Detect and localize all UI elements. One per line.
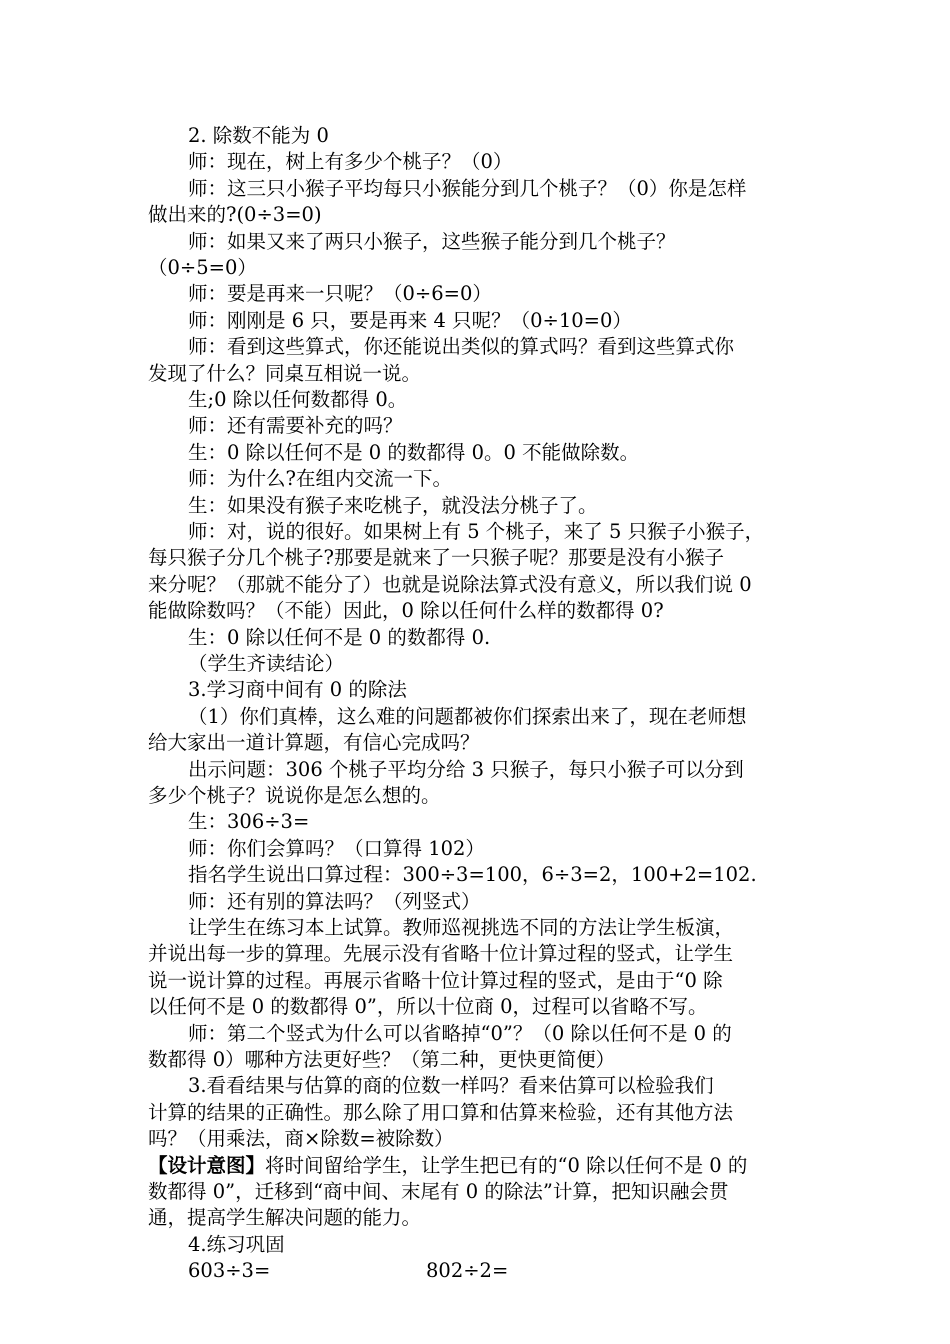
- line-text: 来分呢？（那就不能分了）也就是说除法算式没有意义，所以我们说 0: [148, 572, 752, 596]
- line-text: 4.练习巩固: [188, 1232, 285, 1256]
- line-text: 师：对，说的很好。如果树上有 5 个桃子，来了 5 只猴子小猴子，: [188, 520, 765, 543]
- text-line: [148, 599, 664, 623]
- line-text: 将时间留给学生，让学生把已有的“0 除以任何不是 0 的: [265, 1153, 748, 1177]
- text-line: [188, 309, 632, 333]
- line-text: 给大家出一道计算题，有信心完成吗？: [148, 731, 480, 755]
- line-text: 让学生在练习本上试算。教师巡视挑选不同的方法让学生板演，: [188, 916, 735, 939]
- text-line: [148, 203, 322, 227]
- text-line: [188, 1259, 270, 1283]
- text-line: [188, 1074, 714, 1098]
- line-text: 发现了什么？同桌互相说一说。: [148, 361, 422, 385]
- line-text: 指名学生说出口算过程：300÷3=100，6÷3=2，100+2=102.: [188, 863, 757, 887]
- text-line: [188, 520, 764, 544]
- line-text: 师：你们会算吗？（口算得 102）: [188, 836, 485, 860]
- exercise-item: 802÷2=: [426, 1259, 509, 1283]
- text-line: [148, 731, 480, 755]
- line-text: 603÷3=: [188, 1259, 271, 1283]
- line-text: 吗？（用乘法，商×除数=被除数）: [148, 1127, 454, 1151]
- line-text: 每只猴子分几个桃子?那要是就来了一只猴子呢？那要是没有小猴子: [148, 546, 724, 570]
- text-line: [188, 758, 744, 782]
- text-line: [188, 863, 757, 887]
- text-line: [148, 1101, 733, 1125]
- line-text: 做出来的?(0÷3=0): [148, 203, 322, 227]
- line-text: 多少个桃子？说说你是怎么想的。: [148, 784, 441, 807]
- line-text: （学生齐读结论）: [188, 652, 345, 675]
- design-intent-line: [148, 1154, 747, 1178]
- line-text: 通，提高学生解决问题的能力。: [148, 1206, 422, 1230]
- text-line: [188, 705, 746, 729]
- text-line: [148, 1048, 615, 1072]
- line-text: 说一说计算的过程。再展示省略十位计算过程的竖式，是由于“0 除: [148, 968, 723, 992]
- text-line: [148, 995, 707, 1019]
- text-line: [148, 546, 724, 570]
- line-text: 生：306÷3=: [188, 810, 310, 834]
- line-text: 师：刚刚是 6 只，要是再来 4 只呢？（0÷10=0）: [188, 308, 632, 332]
- line-text: 3.看看结果与估算的商的位数一样吗？看来估算可以检验我们: [188, 1074, 714, 1098]
- text-line: [148, 362, 421, 386]
- text-line: [188, 678, 407, 702]
- text-line: [188, 335, 734, 359]
- line-text: 3.学习商中间有 0 的除法: [188, 678, 407, 702]
- text-line: [148, 573, 752, 597]
- text-line: [188, 1022, 732, 1046]
- line-text: 师：为什么?在组内交流一下。: [188, 467, 452, 491]
- line-text: 数都得 0”，迁移到“商中间、末尾有 0 的除法”计算，把知识融会贯: [148, 1180, 729, 1203]
- text-line: [188, 441, 639, 465]
- line-text: 师：如果又来了两只小猴子，这些猴子能分到几个桃子？: [188, 229, 676, 253]
- text-line: [188, 388, 407, 412]
- line-text: 出示问题：306 个桃子平均分给 3 只猴子，每只小猴子可以分到: [188, 757, 744, 781]
- text-line: [188, 494, 598, 518]
- text-line: [188, 916, 734, 940]
- text-line: [188, 890, 481, 914]
- text-line: [148, 1180, 728, 1204]
- design-intent-label: 【设计意图】: [148, 1153, 266, 1177]
- line-text: 师：现在，树上有多少个桃子？（0）: [188, 150, 513, 174]
- line-text: 生：0 除以任何不是 0 的数都得 0。0 不能做除数。: [188, 440, 640, 464]
- line-text: 并说出每一步的算理。先展示没有省略十位计算过程的竖式，让学生: [148, 942, 734, 966]
- text-line: [148, 256, 257, 280]
- line-text: （1）你们真棒，这么难的问题都被你们探索出来了，现在老师想: [188, 704, 747, 728]
- line-text: （0÷5=0）: [148, 256, 257, 279]
- line-text: 师：第二个竖式为什么可以省略掉“0”？（0 除以任何不是 0 的: [188, 1021, 732, 1045]
- line-text: 2. 除数不能为 0: [188, 124, 329, 147]
- text-line: [188, 626, 490, 650]
- line-text: 计算的结果的正确性。那么除了用口算和估算来检验，还有其他方法: [148, 1100, 734, 1124]
- text-line: [188, 652, 344, 676]
- text-line: [188, 177, 746, 201]
- text-line: [188, 837, 485, 861]
- text-line: [148, 784, 441, 808]
- text-line: [148, 969, 723, 993]
- line-text: 能做除数吗？（不能）因此，0 除以任何什么样的数都得 0?: [148, 599, 664, 623]
- line-text: 生：0 除以任何不是 0 的数都得 0.: [188, 625, 491, 649]
- line-text: 师：还有需要补充的吗？: [188, 414, 403, 438]
- line-text: 师：这三只小猴子平均每只小猴能分到几个桃子？（0）你是怎样: [188, 176, 747, 200]
- line-text: 生;0 除以任何数都得 0。: [188, 388, 408, 411]
- text-line: [188, 1233, 285, 1257]
- text-line: [148, 942, 733, 966]
- line-text: 师：还有别的算法吗？（列竖式）: [188, 889, 481, 913]
- text-line: [188, 467, 452, 491]
- text-line: [148, 1127, 454, 1151]
- line-text: 师：看到这些算式，你还能说出类似的算式吗？看到这些算式你: [188, 335, 735, 359]
- text-line: [188, 810, 309, 834]
- text-line: [188, 150, 512, 174]
- text-line: [188, 414, 403, 438]
- text-line: [148, 1206, 421, 1230]
- text-line: [188, 230, 676, 254]
- line-text: 生：如果没有猴子来吃桃子，就没法分桃子了。: [188, 493, 598, 517]
- line-text: 以任何不是 0 的数都得 0”，所以十位商 0，过程可以省略不写。: [148, 995, 708, 1019]
- line-text: 师：要是再来一只呢？（0÷6=0）: [188, 282, 492, 306]
- line-text: 数都得 0）哪种方法更好些？（第二种，更快更简便）: [148, 1048, 616, 1071]
- text-line: [188, 124, 329, 148]
- text-line: [188, 282, 492, 306]
